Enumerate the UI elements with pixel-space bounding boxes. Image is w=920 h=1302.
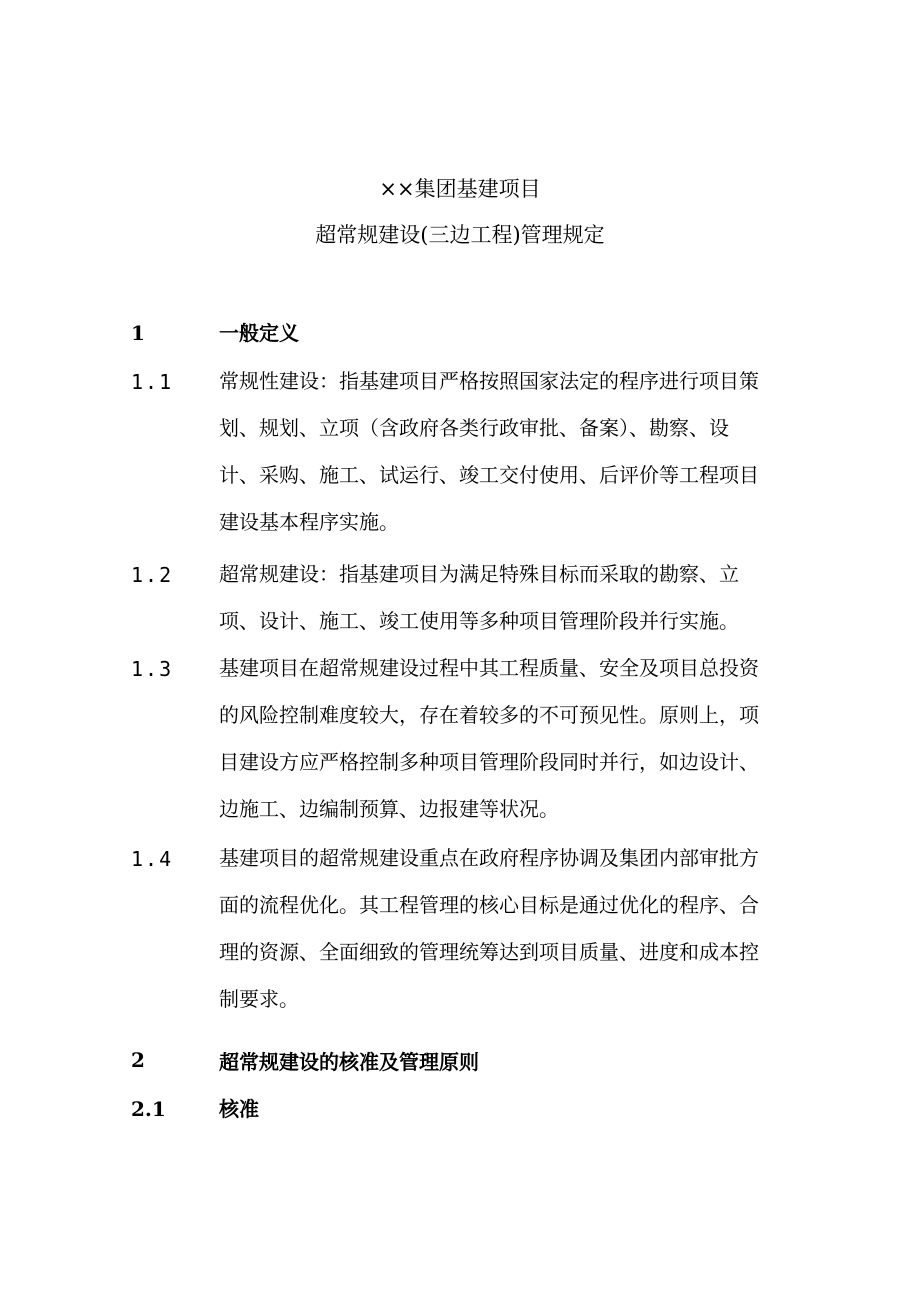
clause-line: 常规性建设：指基建项目严格按照国家法定的程序进行项目策: [219, 369, 759, 393]
clause-number: 1.2: [131, 563, 174, 587]
clause-line: 划、规划、立项（含政府各类行政审批、备案）、勘察、设: [219, 416, 729, 440]
clause-text: [219, 551, 819, 645]
clause-number: 1.4: [131, 847, 174, 871]
section-number: 1: [131, 321, 145, 345]
clause-line: 计、采购、施工、试运行、竣工交付使用、后评价等工程项目: [219, 463, 759, 487]
clause-text: [219, 645, 819, 833]
clause-number: 1.1: [131, 370, 174, 394]
clause-line: 面的流程优化。其工程管理的核心目标是通过优化的程序、合: [219, 893, 759, 917]
document-title-line1: ××集团基建项目: [379, 177, 541, 201]
clause-line: 基建项目在超常规建设过程中其工程质量、安全及项目总投资: [219, 656, 759, 680]
clause-number: 1.3: [131, 657, 174, 681]
subsection-number: 2.1: [131, 1097, 166, 1121]
clause-line: 目建设方应严格控制多种项目管理阶段同时并行，如边设计、: [219, 750, 759, 774]
document-title-line2: 超常规建设(三边工程)管理规定: [315, 223, 605, 247]
clause-line: 项、设计、施工、竣工使用等多种项目管理阶段并行实施。: [219, 609, 739, 633]
clause-line: 超常规建设：指基建项目为满足特殊目标而采取的勘察、立: [219, 562, 739, 586]
section-heading: 一般定义: [219, 321, 299, 345]
clause-line: 理的资源、全面细致的管理统筹达到项目质量、进度和成本控: [219, 940, 759, 964]
clause-line: 的风险控制难度较大，存在着较多的不可预见性。原则上，项: [219, 703, 759, 727]
subsection-heading: 核准: [219, 1097, 259, 1121]
clause-line: 边施工、边编制预算、边报建等状况。: [219, 797, 559, 821]
clause-line: 制要求。: [219, 987, 299, 1011]
clause-text: [219, 358, 819, 546]
clause-line: 基建项目的超常规建设重点在政府程序协调及集团内部审批方: [219, 846, 759, 870]
clause-text: [219, 835, 819, 1023]
clause-line: 建设基本程序实施。: [219, 510, 399, 534]
section-number: 2: [131, 1048, 145, 1072]
section-heading: 超常规建设的核准及管理原则: [219, 1050, 479, 1074]
